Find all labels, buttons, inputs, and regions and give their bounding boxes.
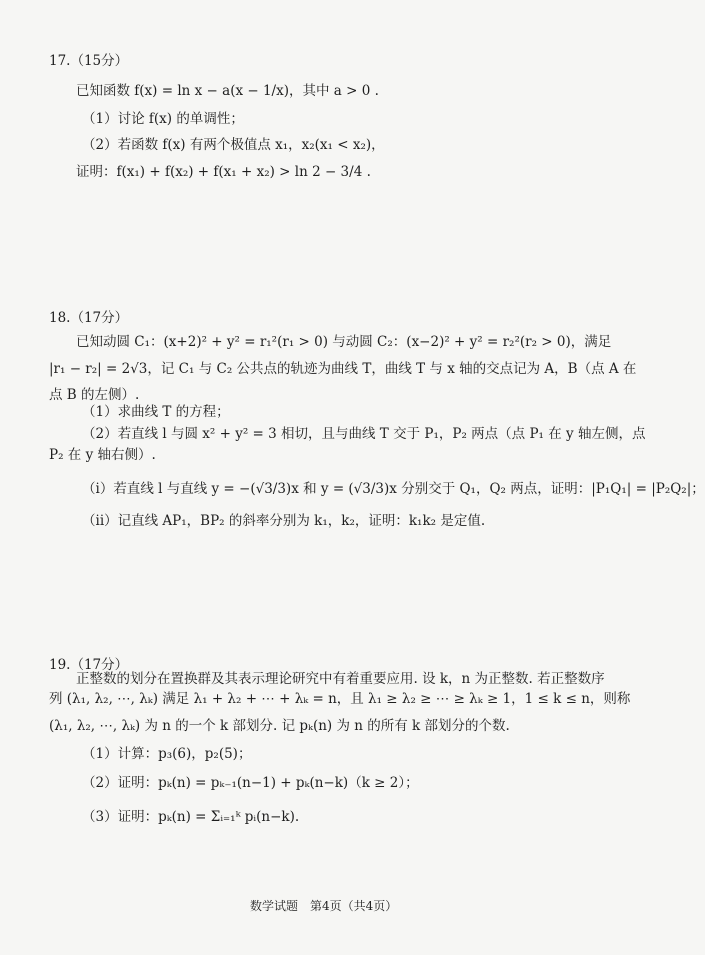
- q18-stem-line2: |r₁ − r₂| = 2√3，记 C₁ 与 C₂ 公共点的轨迹为曲线 T，曲线 T 与 x 轴的交点记为 A，B（点 A 在: [49, 361, 637, 377]
- q19-part1: （1）计算：p₃(6)，p₂(5)；: [82, 746, 252, 762]
- q19-stem-line1: 正整数的划分在置换群及其表示理论研究中有着重要应用. 设 k，n 为正整数. 若正整数序: [76, 671, 605, 687]
- q19-stem-line2: 列 (λ₁, λ₂, ⋯, λₖ) 满足 λ₁ + λ₂ + ⋯ + λₖ = n，且 λ₁ ≥ λ₂ ≥ ⋯ ≥ λₖ ≥ 1，1 ≤ k ≤ n，则称: [49, 691, 631, 707]
- q18-part2-line1: （2）若直线 l 与圆 x² + y² = 3 相切，且与曲线 T 交于 P₁，P₂ 两点（点 P₁ 在 y 轴左侧，点: [82, 426, 646, 442]
- q19-stem-line3: (λ₁, λ₂, ⋯, λₖ) 为 n 的一个 k 部划分. 记 pₖ(n) 为 n 的所有 k 部划分的个数.: [49, 718, 510, 734]
- q17-part2-proof: 证明：f(x₁) + f(x₂) + f(x₁ + x₂) > ln 2 − 3/4 .: [76, 164, 371, 180]
- q18-part2-line2: P₂ 在 y 轴右侧）.: [49, 447, 156, 463]
- q17-part1: （1）讨论 f(x) 的单调性；: [82, 111, 244, 127]
- page-footer: 数学试题 第4页（共4页）: [250, 899, 398, 913]
- q18-header: 18.（17分）: [49, 310, 129, 326]
- q18-part1: （1）求曲线 T 的方程；: [82, 404, 230, 420]
- q17-header: 17.（15分）: [49, 53, 129, 69]
- q18-part2-ii: （ii）记直线 AP₁，BP₂ 的斜率分别为 k₁，k₂，证明：k₁k₂ 是定值.: [82, 513, 486, 529]
- q18-part2-i: （i）若直线 l 与直线 y = −(√3/3)x 和 y = (√3/3)x 分别交于 Q₁，Q₂ 两点，证明：|P₁Q₁| = |P₂Q₂|；: [82, 481, 705, 497]
- q17-part2: （2）若函数 f(x) 有两个极值点 x₁，x₂(x₁ < x₂)，: [82, 137, 385, 153]
- q18-stem-line3: 点 B 的左侧）.: [49, 387, 140, 403]
- q19-header: 19.（17分）: [49, 657, 129, 673]
- q19-part2: （2）证明：pₖ(n) = pₖ₋₁(n−1) + pₖ(n−k)（k ≥ 2）；: [82, 775, 419, 791]
- q19-part3: （3）证明：pₖ(n) = Σᵢ₌₁ᵏ pᵢ(n−k).: [82, 809, 300, 825]
- q17-stem: 已知函数 f(x) = ln x − a(x − 1/x)，其中 a > 0 .: [76, 83, 379, 99]
- q18-stem-line1: 已知动圆 C₁：(x+2)² + y² = r₁²(r₁ > 0) 与动圆 C₂：(x−2)² + y² = r₂²(r₂ > 0)，满足: [76, 334, 612, 350]
